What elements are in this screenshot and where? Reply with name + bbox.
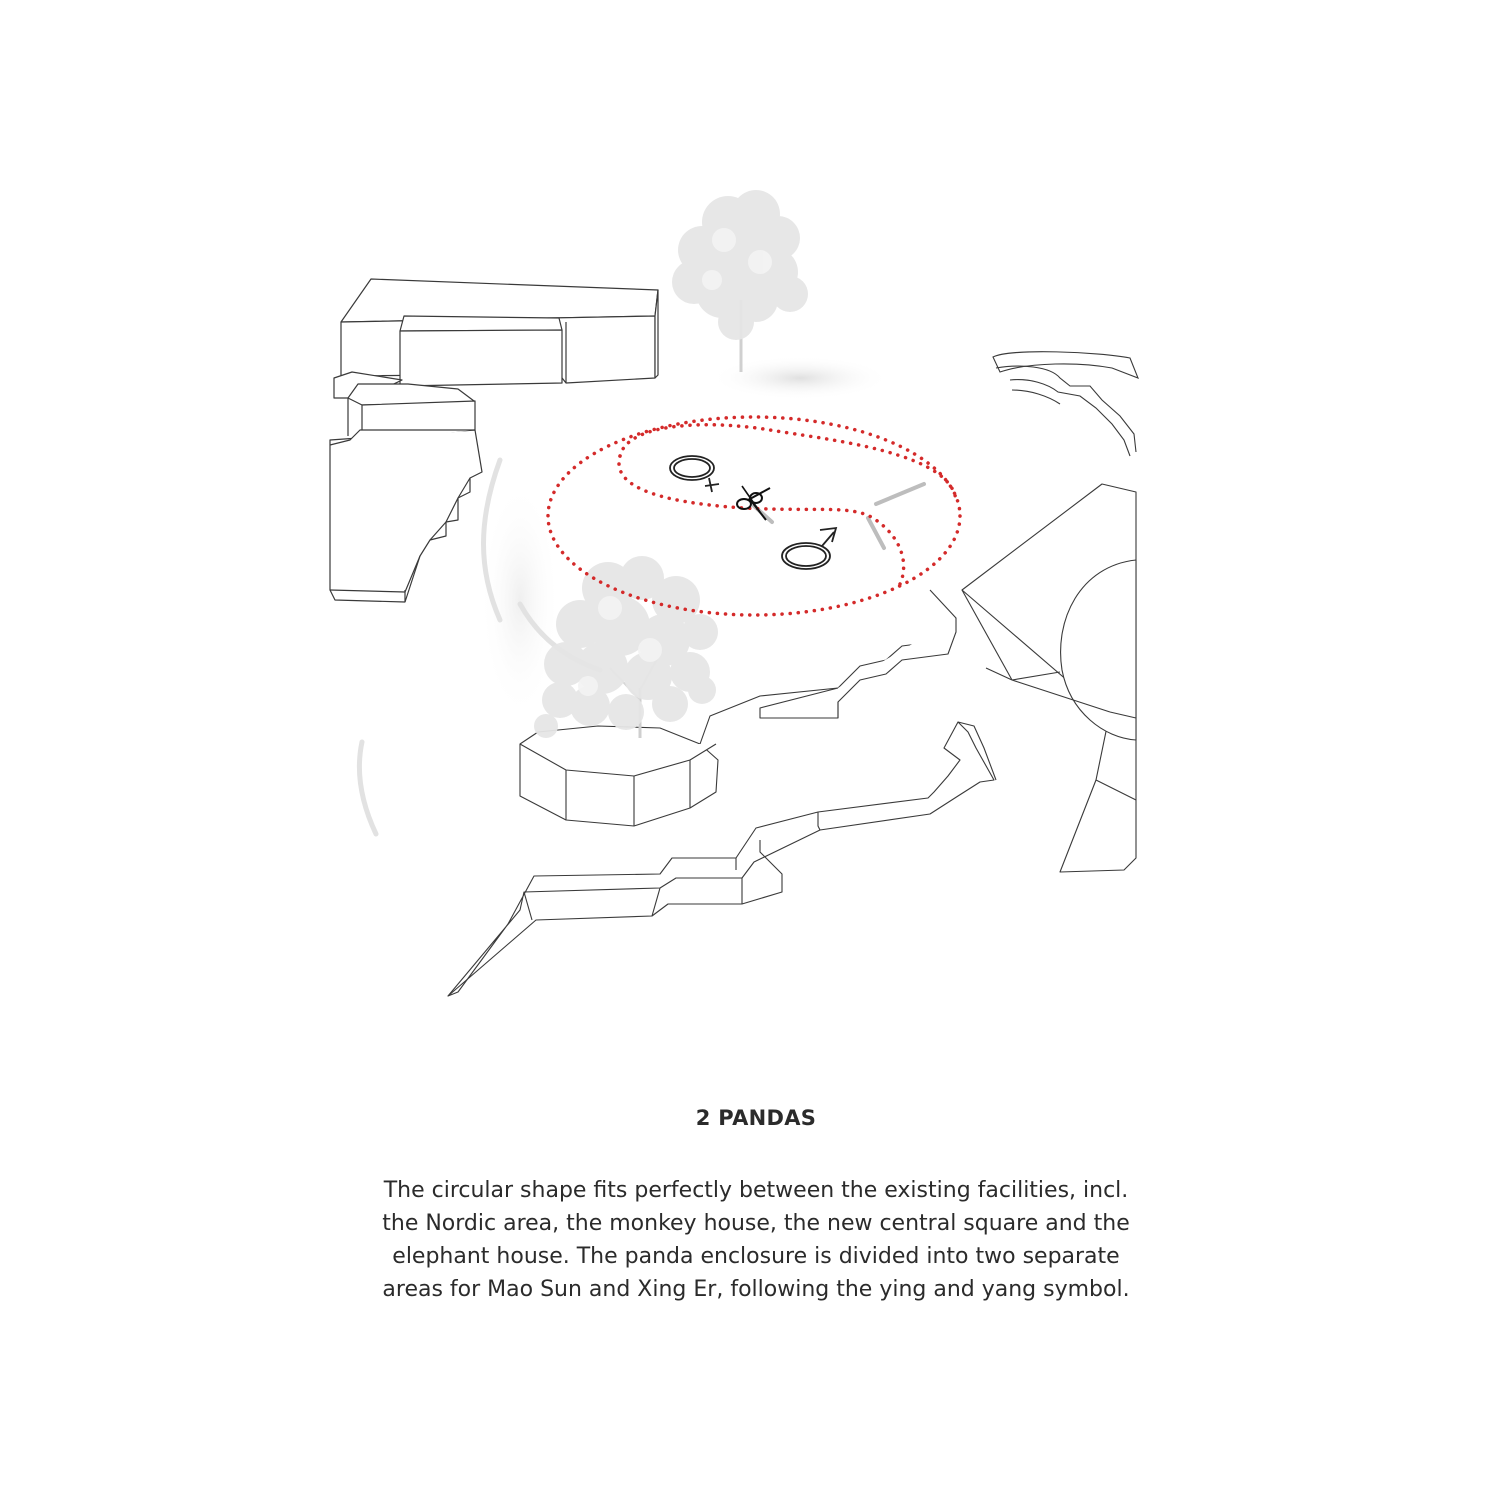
male-symbol-icon (782, 528, 836, 569)
enclosure-divider-lower (619, 456, 904, 584)
caption-line: the Nordic area, the monkey house, the new central square and the (382, 1211, 1130, 1236)
caption-line: elephant house. The panda enclosure is divided into two separate (392, 1244, 1120, 1269)
enclosure-divider (620, 425, 956, 500)
female-symbol-icon (670, 456, 719, 492)
caption-body (330, 1174, 1182, 1306)
elephant-house (962, 484, 1136, 872)
caption-line: areas for Mao Sun and Xing Er, following the ying and yang symbol. (382, 1277, 1130, 1302)
curving-path (993, 352, 1138, 456)
building-monkey-house (330, 372, 482, 602)
tree-top (672, 190, 808, 372)
enclosure-marker-lines (754, 484, 924, 548)
caption-line: The circular shape fits perfectly between the existing facilities, incl. (383, 1178, 1129, 1203)
tree-shadow (710, 356, 890, 400)
caption-title: 2 PANDAS (695, 1106, 817, 1130)
building-block-upper (341, 279, 658, 386)
tree-bottom (534, 556, 718, 738)
